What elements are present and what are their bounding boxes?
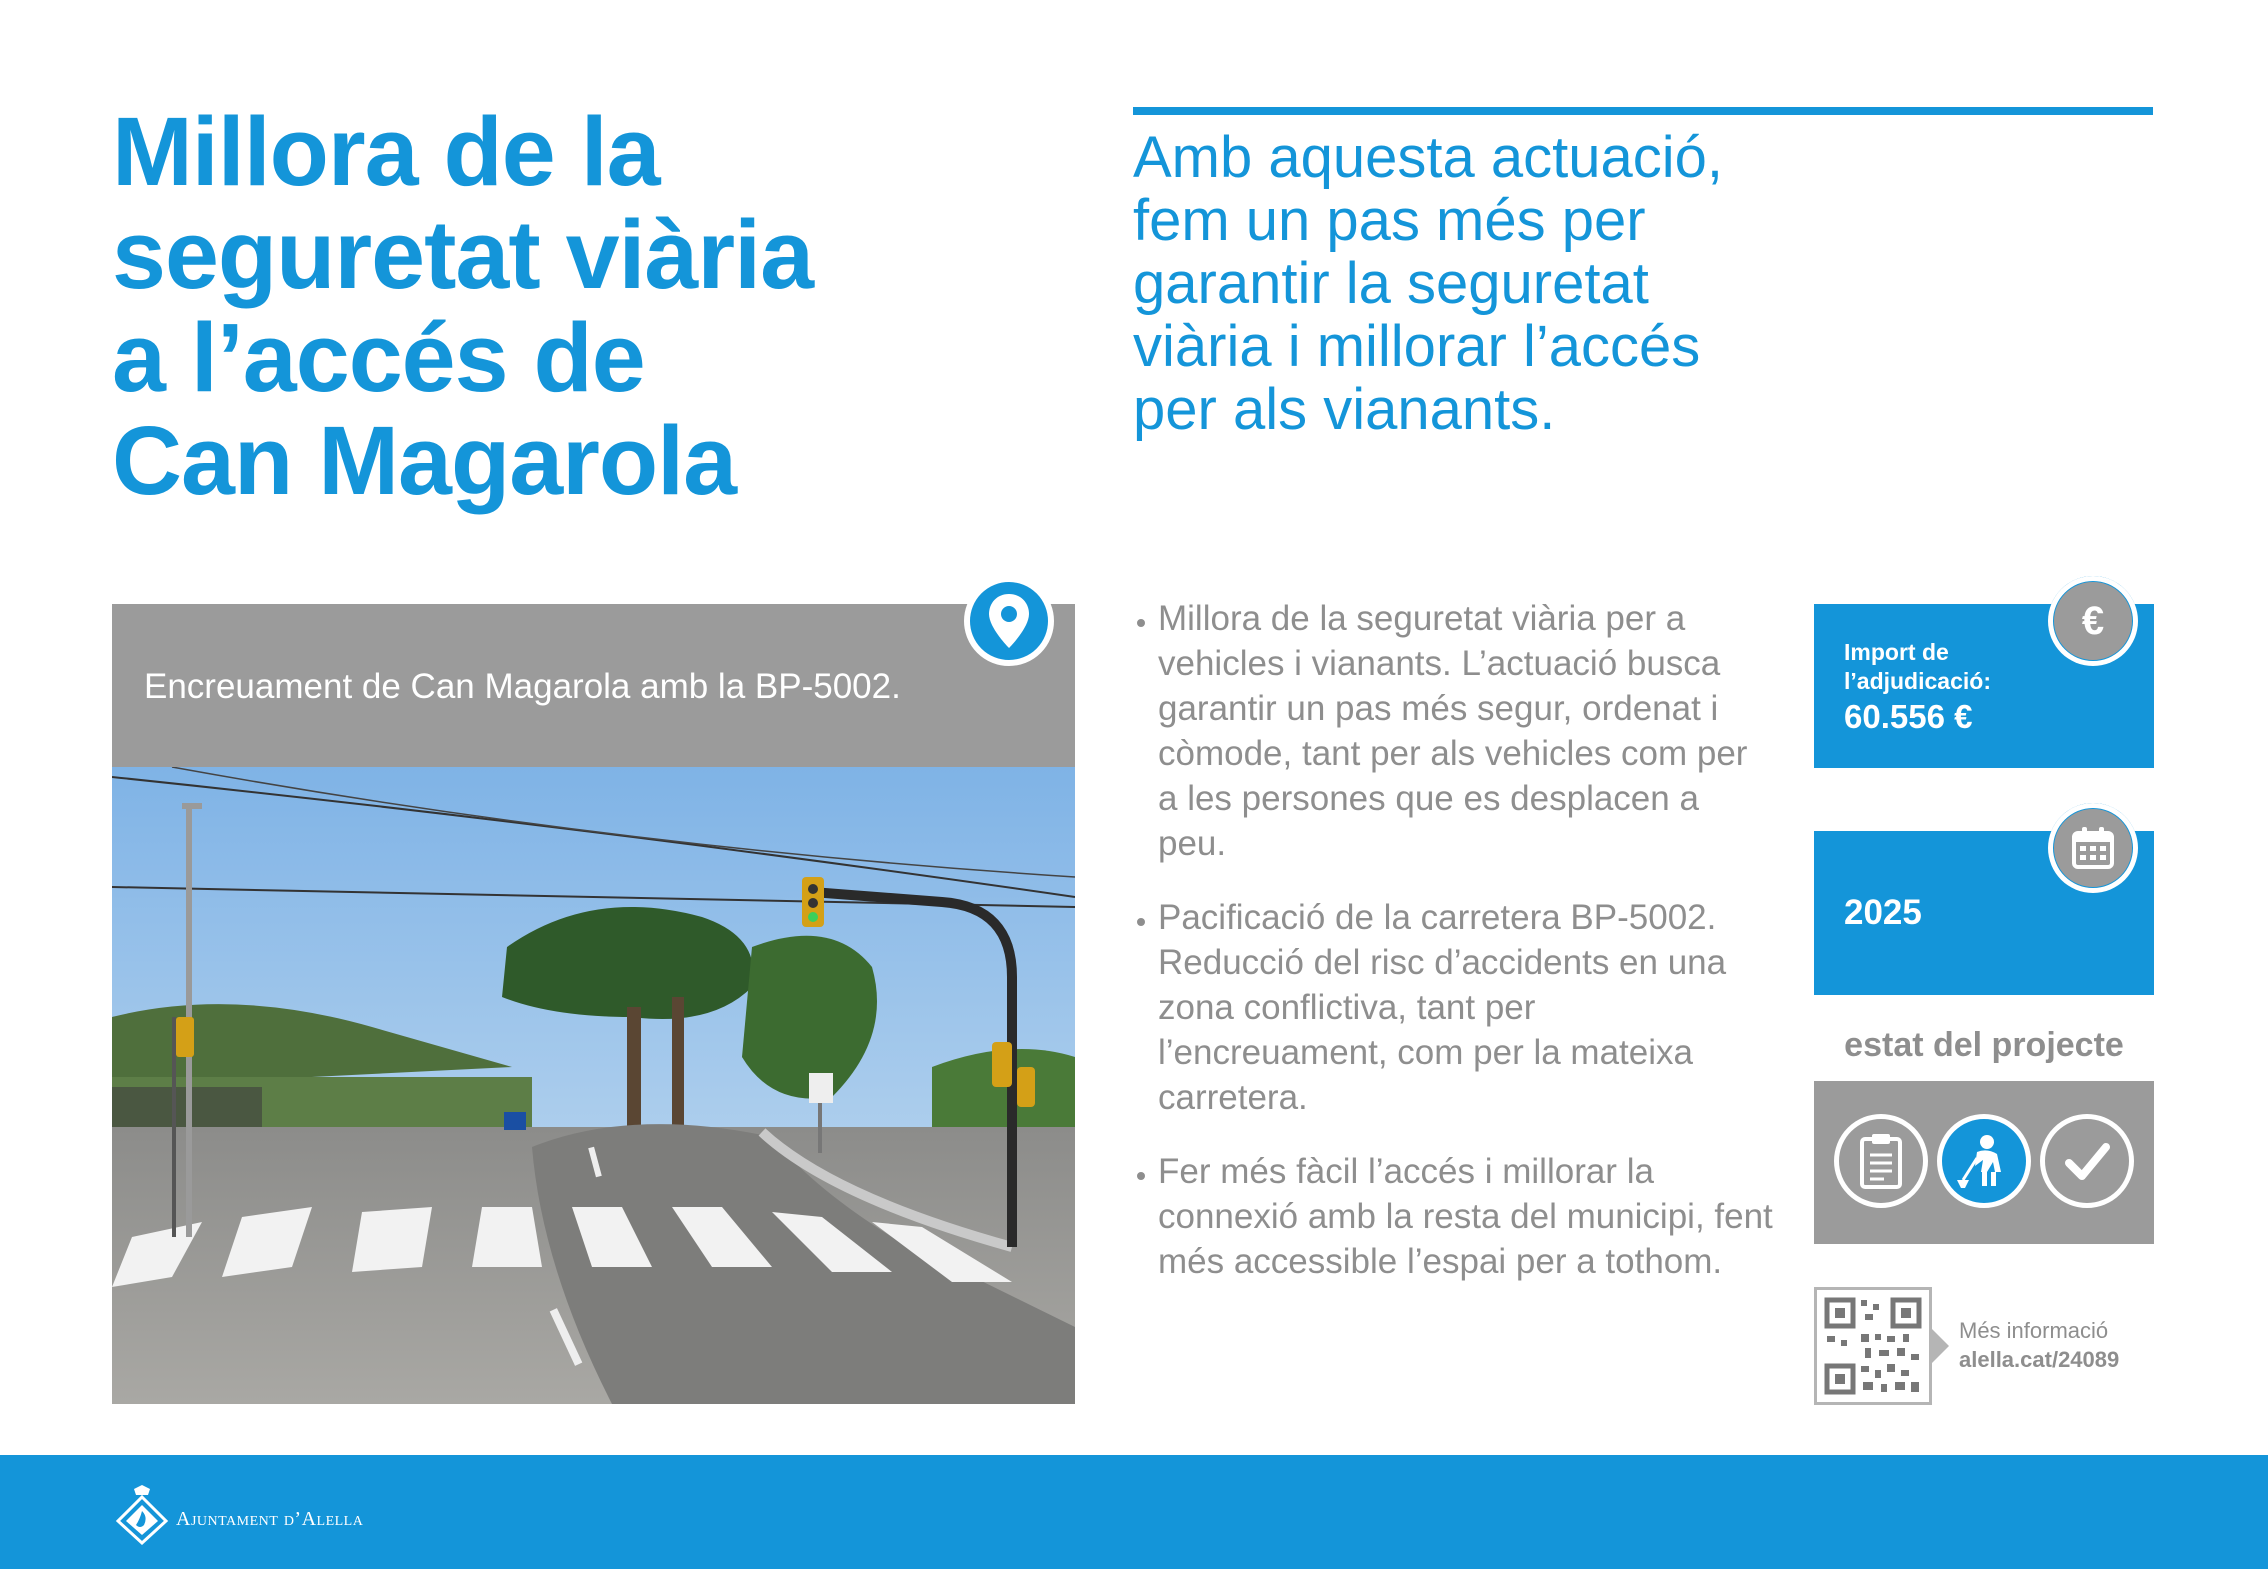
location-photo-card	[112, 604, 1075, 1404]
list-item-text: Pacificació de la carretera BP-5002. Reducció del risc d’accidents en una zona conflictiva, tant per l’encreuament, com per la mateixa carretera.	[1158, 898, 1727, 1117]
title-line: seguretat viària	[112, 200, 814, 309]
lead-line: fem un pas més per	[1133, 188, 1646, 253]
lead-statement	[1133, 126, 1853, 441]
checkmark-icon	[2040, 1114, 2134, 1208]
award-value: 60.556 €	[1844, 698, 1973, 735]
award-label: Import de l’adjudicació:	[1844, 639, 1991, 694]
worker-shovel-icon	[1937, 1114, 2031, 1208]
lead-line: Amb aquesta actuació,	[1133, 125, 1724, 190]
more-info-link[interactable]: alella.cat/24089	[1959, 1347, 2120, 1372]
euro-icon	[2048, 576, 2138, 666]
list-item-text: Millora de la seguretat viària per a vehicles i vianants. L’actuació busca garantir un pas més segur, ordenat i còmode, tant per als vehicles com per a les persones que es desplacen a peu.	[1158, 599, 1748, 863]
pointer-arrow-icon	[1931, 1328, 1949, 1364]
qr-code[interactable]	[1814, 1287, 1932, 1405]
list-item	[1133, 596, 1773, 866]
location-pin-icon	[964, 576, 1054, 666]
lead-line: per als vianants.	[1133, 377, 1556, 442]
lead-line: viària i millorar l’accés	[1133, 314, 1701, 379]
title-line: Can Magarola	[112, 406, 737, 515]
title-line: a l’accés de	[112, 303, 645, 412]
bullet-dot	[1137, 1172, 1145, 1180]
lead-divider	[1133, 107, 2153, 115]
year-value: 2025	[1844, 893, 1922, 932]
clipboard-icon	[1834, 1114, 1928, 1208]
page-title	[112, 97, 1012, 515]
list-item	[1133, 895, 1773, 1120]
benefits-list	[1133, 596, 1773, 1313]
footer-bar	[0, 1455, 2268, 1569]
intersection-photo	[112, 767, 1075, 1404]
more-info-label: Més informació	[1959, 1318, 2109, 1343]
lead-line: garantir la seguretat	[1133, 251, 1649, 316]
calendar-icon	[2048, 803, 2138, 893]
list-item	[1133, 1149, 1773, 1284]
year-box	[1814, 831, 2154, 995]
svg-text:€: €	[2081, 599, 2105, 643]
project-state-box	[1814, 1081, 2154, 1244]
photo-caption-bar	[112, 604, 1075, 767]
bullet-dot	[1137, 918, 1145, 926]
project-state-title: estat del projecte	[1844, 1026, 2124, 1064]
title-line: Millora de la	[112, 97, 660, 206]
town-council-logo	[114, 1485, 170, 1545]
bullet-dot	[1137, 619, 1145, 627]
list-item-text: Fer més fàcil l’accés i millorar la connexió amb la resta del municipi, fent més accessible l’espai per a tothom.	[1158, 1152, 1773, 1281]
organization-name: Ajuntament d’Alella	[176, 1508, 364, 1530]
photo-caption: Encreuament de Can Magarola amb la BP-5002.	[144, 667, 901, 706]
award-amount-box	[1814, 599, 2154, 768]
